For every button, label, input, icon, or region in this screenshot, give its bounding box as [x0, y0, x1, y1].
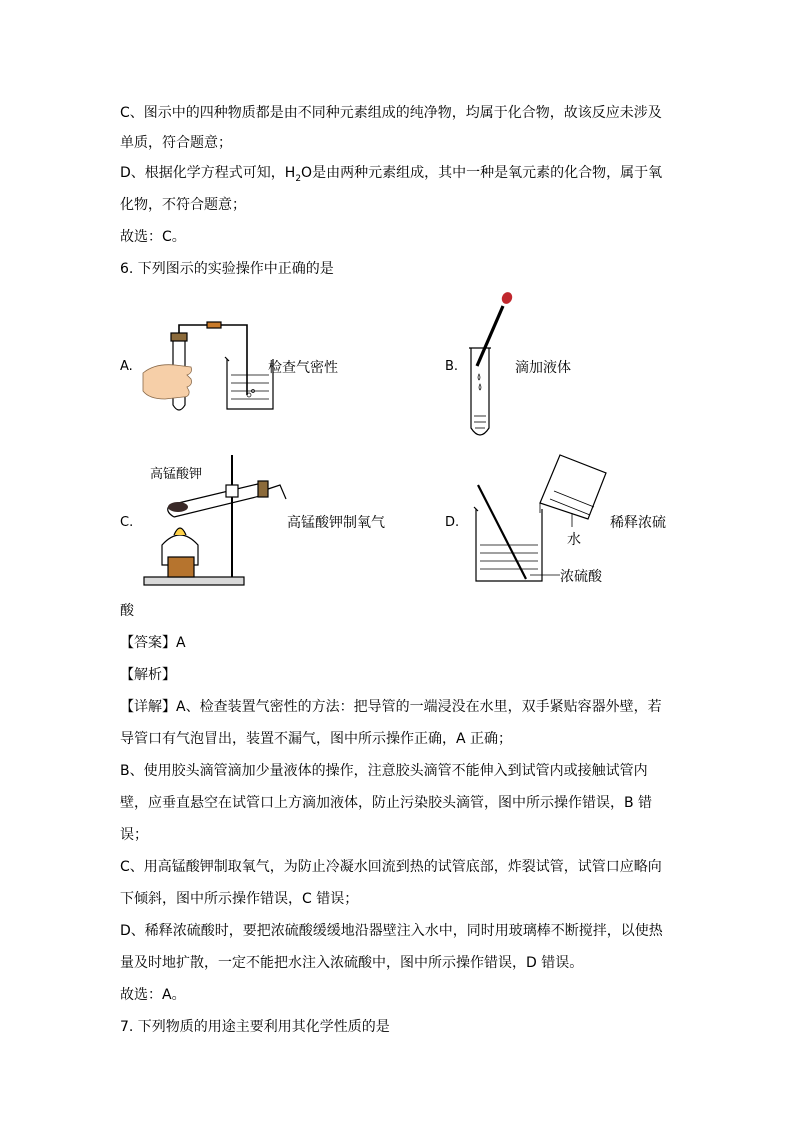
option-c-letter: C.: [120, 515, 134, 530]
figure-a-airtightness-check: [135, 315, 275, 425]
question-6-stem: 6. 下列图示的实验操作中正确的是: [120, 261, 334, 277]
answer-choice-a: 故选：A。: [120, 987, 186, 1003]
option-a-letter: A.: [120, 359, 133, 374]
option-d-letter: D.: [445, 515, 460, 530]
detail-line-3: B、使用胶头滴管滴加少量液体的操作，注意胶头滴管不能伸入到试管内或接触试管内: [120, 763, 648, 779]
detail-line-9: 量及时地扩散，一定不能把水注入浓硫酸中，图中所示操作错误，D 错误。: [120, 955, 584, 971]
option-b-letter: B.: [445, 359, 459, 374]
detail-line-4: 壁，应垂直悬空在试管口上方滴加液体，防止污染胶头滴管，图中所示操作错误，B 错: [120, 795, 653, 811]
option-d-caption: 稀释浓硫: [610, 515, 666, 531]
label-potassium-permanganate: 高锰酸钾: [150, 467, 203, 482]
option-b-caption: 滴加液体: [515, 360, 571, 376]
figure-c-potassium-permanganate-heating: [140, 455, 290, 590]
question-7-stem: 7. 下列物质的用途主要利用其化学性质的是: [120, 1019, 390, 1035]
analysis-label: 【解析】: [120, 667, 176, 683]
option-c-explanation-line2: 单质，符合题意；: [120, 135, 232, 151]
detail-line-7: 下倾斜，图中所示操作错误，C 错误；: [120, 891, 359, 907]
detail-line-6: C、用高锰酸钾制取氧气，为防止冷凝水回流到热的试管底部，炸裂试管，试管口应略向: [120, 859, 662, 875]
figure-b-dropping-liquid: [465, 288, 525, 443]
figure-d-diluting-sulfuric-acid: [470, 455, 610, 585]
detail-line-5: 误；: [120, 827, 148, 843]
detail-line-1: 【详解】A、检查装置气密性的方法：把导管的一端浸没在水里，双手紧贴容器外壁，若: [120, 699, 662, 715]
label-water: 水: [567, 532, 581, 548]
label-concentrated-sulfuric-acid: 浓硫酸: [560, 569, 602, 585]
option-c-explanation-line1: C、图示中的四种物质都是由不同种元素组成的纯净物，均属于化合物，故该反应未涉及: [120, 105, 662, 121]
question-6-caption-tail: 酸: [120, 603, 134, 619]
answer-choice-c: 故选：C。: [120, 229, 186, 245]
option-a-caption: 检查气密性: [268, 360, 338, 376]
answer-label: 【答案】A: [120, 635, 186, 651]
option-d-explanation-line1: D、根据化学方程式可知，$H_2O$是由两种元素组成，其中一种是氧元素的化合物，属于氧: [120, 165, 663, 184]
detail-line-8: D、稀释浓硫酸时，要把浓硫酸缓缓地沿器壁注入水中，同时用玻璃棒不断搅拌，以使热: [120, 923, 663, 939]
option-d-explanation-line2: 化物，不符合题意；: [120, 197, 246, 213]
option-c-caption: 高锰酸钾制氧气: [287, 515, 385, 531]
detail-line-2: 导管口有气泡冒出，装置不漏气，图中所示操作正确，A 正确；: [120, 731, 513, 747]
